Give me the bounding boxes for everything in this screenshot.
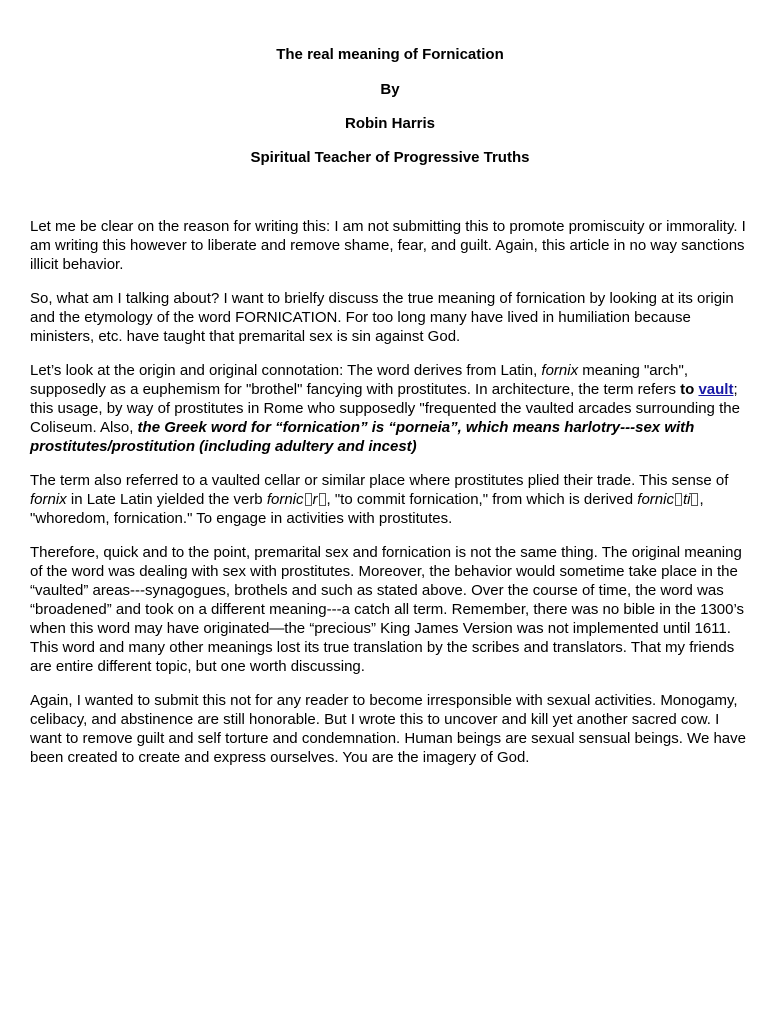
paragraph-origin [30,361,750,456]
fornicatio-ti: ti [682,491,691,508]
fornicatio-stem: fornic [637,491,674,508]
term-to: to [680,381,699,398]
term-fornicare [267,491,327,508]
document-page [30,46,750,782]
fornicare-r: r [312,491,318,508]
origin-text-1: Let’s look at the origin and original connotation: The word derives from Latin, [30,362,542,379]
origin-text-2: meaning "arch", supposedly as a euphemism for "brothel" fancying with prostitutes. In architecture, the term refers [30,362,688,398]
origin-text-3: ; this usage, by way of prostitutes in Rome who supposedly "frequented the vaulted arcades surrounding the Coliseum. Also, [30,381,740,436]
paragraph-closing: Again, I wanted to submit this not for any reader to become irresponsible with sexual activities. Monogamy, celibacy, and abstinence are still honorable. But I wrote this to uncover and kill yet another sacred cow. I want to remove guilt and self torture and condemnation. Human beings are sexual sensual beings. We have been created to create and express ourselves. You are the imagery of God. [30,692,746,766]
missing-glyph-icon [675,493,682,506]
term-fornix-2: fornix [30,491,67,508]
document-title: The real meaning of Fornication [276,46,504,63]
missing-glyph-icon [305,493,312,506]
latin-text-2: in Late Latin yielded the verb [66,491,267,508]
term-fornicatio [637,491,699,508]
greek-word-emphasis: the Greek word for “fornication” is “porneia”, which means harlotry---sex with prostitutes/prostitution (including adultery and incest) [30,419,695,455]
byline-by: By [380,81,400,98]
missing-glyph-icon [319,493,326,506]
vault-link[interactable]: vault [698,381,734,398]
latin-text-4: , "whoredom, fornication." To engage in activities with prostitutes. [30,491,704,527]
fornicare-stem: fornic [266,491,304,508]
latin-text-1: The term also referred to a vaulted cellar or similar place where prostitutes plied their trade. This sense of [30,472,729,489]
missing-glyph-icon [691,493,698,506]
paragraph-conclusion: Therefore, quick and to the point, premarital sex and fornication is not the same thing. The original meaning of the word was dealing with sex with prostitutes. Moreover, the behavior would sometime take place in the “vaulted” areas---synagogues, brothels and such as stated above. Over the course of time, the word was “broadened” and took on a different meaning---a catch all term. Remember, there was no bible in the 1300’s when this word may have originated—the “precious” King James Version was not implemented until 1611. This word and many other meanings lost its true translation by the scribes and translators. That my friends are entire different topic, but one worth discussing. [30,544,745,675]
author-name: Robin Harris [344,115,435,132]
latin-text-3: , "to commit fornication," from which is derived [326,491,638,508]
term-fornix: fornix [541,362,579,379]
paragraph-purpose: So, what am I talking about? I want to brielfy discuss the true meaning of fornication by looking at its origin and the etymology of the word FORNICATION. For too long many have lived in humiliation because ministers, etc. have taught that premarital sex is sin against God. [30,290,734,345]
article-body [30,217,750,767]
paragraph-latin [30,471,750,528]
paragraph-intro: Let me be clear on the reason for writing this: I am not submitting this to promote promiscuity or immorality. I am writing this however to liberate and remove shame, fear, and guilt. Again, this article in no way sanctions illicit behavior. [30,218,746,273]
author-title: Spiritual Teacher of Progressive Truths [250,149,530,166]
